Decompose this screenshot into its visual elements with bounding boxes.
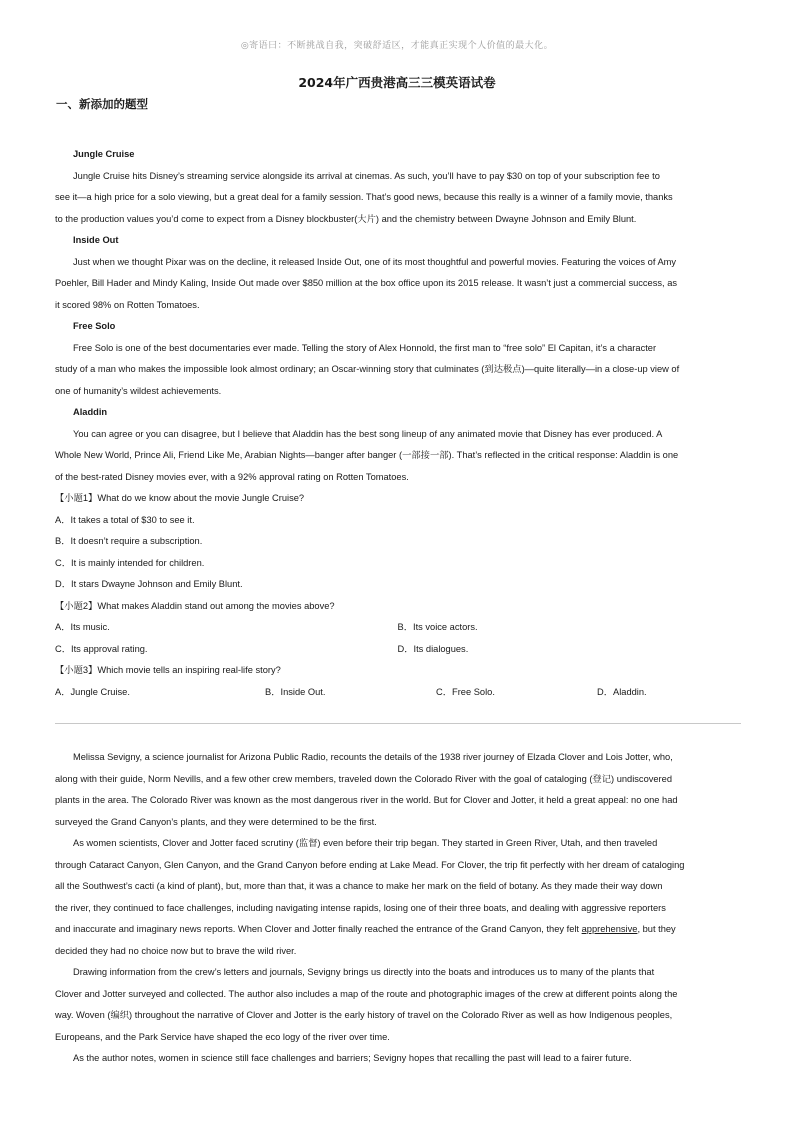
underlined-word: apprehensive: [581, 924, 638, 934]
passage-heading: Jungle Cruise: [73, 149, 135, 159]
passage-1: [55, 144, 740, 703]
passage-line: Poehler, Bill Hader and Mindy Kaling, Inside Out made over $850 million at the box office upon its 2015 release. It wasn’t just a commercial success, as: [55, 278, 678, 288]
question-3: 【小题3】Which movie tells an inspiring real-life story?: [55, 665, 281, 675]
answer-option[interactable]: A．It takes a total of $30 to see it.: [55, 514, 195, 525]
passage-line: Whole New World, Prince Ali, Friend Like Me, Arabian Nights—banger after banger (一部接一部). That’s reflected in the critical response: Aladdin is one: [55, 450, 679, 460]
passage-line: Free Solo is one of the best documentaries ever made. Telling the story of Alex Honnold, the first man to “free solo” El Capitan, it’s a character: [73, 342, 657, 353]
passage-line: through Cataract Canyon, Glen Canyon, and the Grand Canyon before ending at Lake Mead. For Clover, the trip fit perfectly with her dream of cataloging: [55, 859, 685, 870]
answer-option[interactable]: B．It doesn’t require a subscription.: [55, 536, 203, 546]
passage-line: Just when we thought Pixar was on the decline, it released Inside Out, one of its most thoughtful and powerful movies. Featuring the voices of Amy: [73, 256, 677, 267]
options-row: [55, 682, 740, 704]
passage-line: Melissa Sevigny, a science journalist for Arizona Public Radio, recounts the details of the 1938 river journey of Elzada Clover and Lois Jotter, who,: [73, 752, 673, 762]
passage-line: along with their guide, Norm Nevills, and a few other crew members, traveled down the Colorado River with the goal of cataloging (登记) undiscovered: [55, 773, 672, 784]
answer-option[interactable]: B．Its voice actors.: [397, 622, 478, 632]
passage-text: , but they: [637, 924, 676, 934]
passage-line: As women scientists, Clover and Jotter faced scrutiny (监督) even before their trip began. They started in Green River, Utah, and then traveled: [73, 838, 658, 848]
question-1: 【小题1】What do we know about the movie Jungle Cruise?: [55, 493, 305, 503]
passage-line: Clover and Jotter surveyed and collected. The author also includes a map of the route and photographic images of the crew at different points along the: [55, 988, 678, 999]
answer-option[interactable]: A．Its music.: [55, 622, 110, 632]
passage-line: Jungle Cruise hits Disney’s streaming service alongside its arrival at cinemas. As such, you’ll have to pay $30 on top of your subscription fee to: [73, 170, 660, 181]
passage-heading: Free Solo: [73, 321, 116, 331]
passage-2: [55, 747, 740, 1070]
answer-option[interactable]: C．Free Solo.: [436, 686, 495, 697]
question-2: 【小题2】What makes Aladdin stand out among the movies above?: [55, 600, 335, 611]
passage-line: decided they had no choice now but to brave the wild river.: [55, 945, 297, 956]
answer-option[interactable]: C．It is mainly intended for children.: [55, 557, 205, 568]
options-row: [55, 639, 740, 661]
answer-option[interactable]: B．Inside Out.: [265, 686, 326, 697]
section-divider: [55, 723, 741, 724]
answer-option[interactable]: D．Its dialogues.: [397, 643, 469, 654]
passage-line: of the best-rated Disney movies ever, with a 92% approval rating on Rotten Tomatoes.: [55, 471, 409, 482]
passage-heading: Inside Out: [73, 235, 119, 245]
answer-option[interactable]: C．Its approval rating.: [55, 643, 148, 654]
passage-line: surveyed the Grand Canyon’s plants, and they were determined to be the first.: [55, 816, 377, 827]
passage-line: to the production values you’d come to expect from a Disney blockbuster(大片) and the chemistry between Dwayne Johnson and Emily Blunt.: [55, 213, 637, 224]
passage-line: You can agree or you can disagree, but I believe that Aladdin has the best song lineup of any animated movie that Disney has ever produced. A: [73, 428, 663, 439]
section-heading: 一、新添加的题型: [56, 97, 148, 111]
passage-heading: Aladdin: [73, 407, 108, 417]
passage-line: As the author notes, women in science still face challenges and barriers; Sevigny hopes that recalling the past will lead to a fairer future.: [73, 1053, 632, 1063]
passage-line: see it—a high price for a solo viewing, but a great deal for a family session. That’s good news, because this really is a winner of a family movie, thanks: [55, 192, 673, 202]
page-title: 2024年广西贵港高三三模英语试卷: [298, 75, 496, 90]
header-motto: ◎寄语曰：不断挑战自我，突破舒适区，才能真正实现个人价值的最大化。: [240, 41, 554, 51]
options-row: [55, 617, 740, 639]
passage-line: all the Southwest’s cacti (a kind of plant), but, more than that, it was a chance to make her mark on the field of botany. As they made their way down: [55, 881, 663, 891]
answer-option[interactable]: A．Jungle Cruise.: [55, 686, 130, 697]
passage-line: plants in the area. The Colorado River was known as the most dangerous river in the world. But for Clover and Jotter, it held a great appeal: no one had: [55, 795, 678, 805]
answer-option[interactable]: D．Aladdin.: [597, 686, 647, 697]
passage-line: way. Woven (编织) throughout the narrative of Clover and Jotter is the early history of travel on the Colorado River as well as how Indigenous peoples,: [55, 1010, 673, 1020]
passage-text: and inaccurate and imaginary news reports. When Clover and Jotter finally reached the entrance of the Grand Canyon, they felt: [55, 924, 582, 934]
answer-option[interactable]: D．It stars Dwayne Johnson and Emily Blunt.: [55, 579, 243, 589]
passage-line: the river, they continued to face challenges, including navigating intense rapids, losing one of their three boats, and dealing with aggressive reporters: [55, 902, 666, 913]
passage-line: Europeans, and the Park Service have shaped the eco logy of the river over time.: [55, 1031, 390, 1042]
passage-line: one of humanity’s wildest achievements.: [55, 385, 222, 396]
passage-line: study of a man who makes the impossible look almost ordinary; an Oscar-winning story that culminates (到达极点)—quite literally—in a close-up view of: [55, 364, 680, 374]
passage-line: it scored 98% on Rotten Tomatoes.: [55, 299, 200, 310]
passage-line: Drawing information from the crew’s letters and journals, Sevigny brings us directly into the boats and introduces us to many of the plants that: [73, 967, 655, 977]
passage-line: [55, 919, 740, 941]
